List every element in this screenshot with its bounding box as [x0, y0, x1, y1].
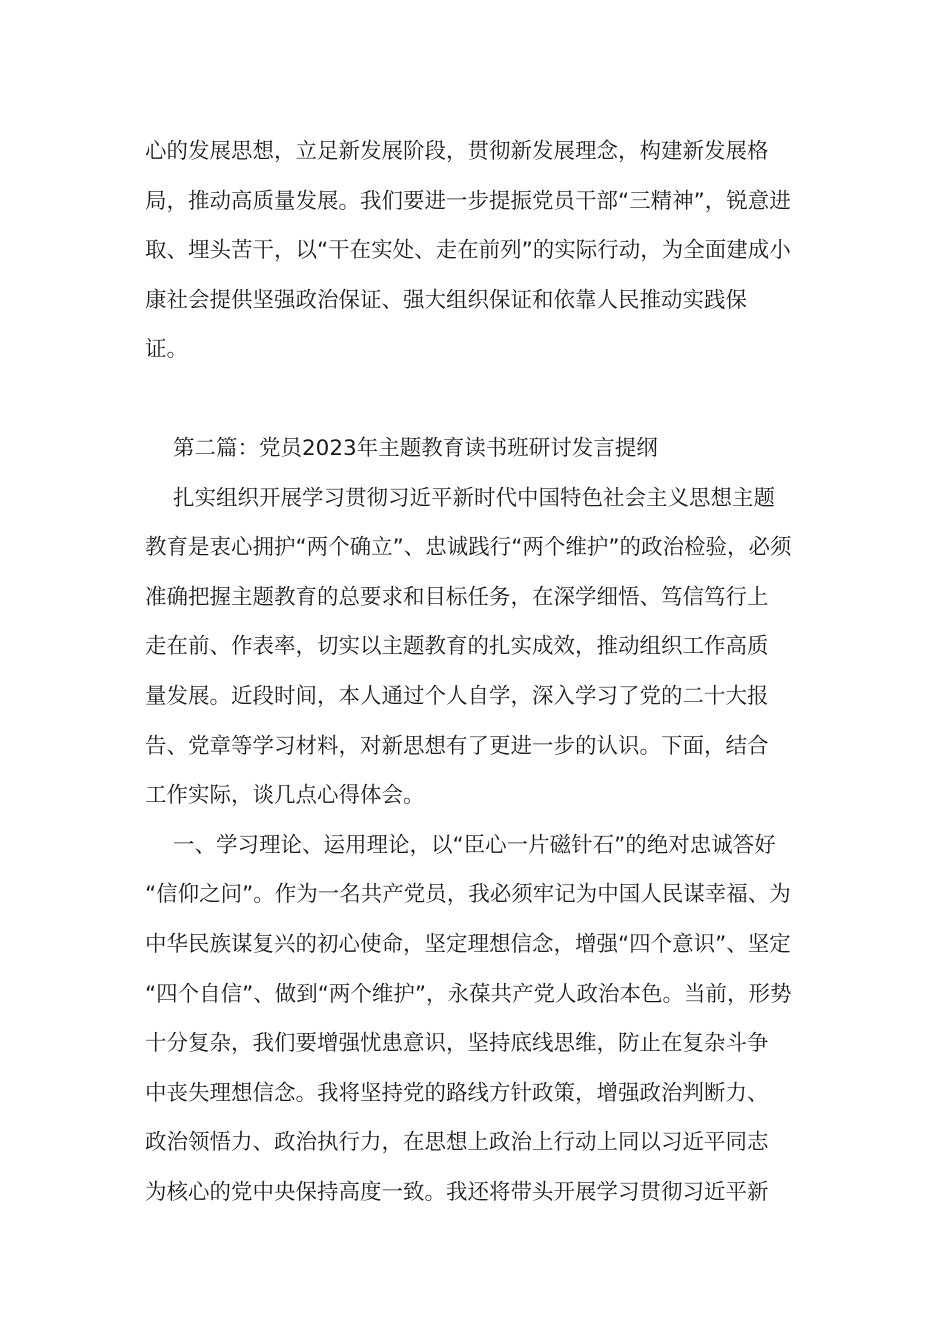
- text-line: 量发展。近段时间，本人通过个人自学，深入学习了党的二十大报: [145, 683, 769, 709]
- text-line: 准确把握主题教育的总要求和目标任务，在深学细悟、笃信笃行上: [145, 584, 769, 610]
- continued-paragraph: [145, 127, 810, 375]
- text-line: 取、埋头苦干，以“干在实处、走在前列”的实际行动，为全面建成小: [145, 238, 791, 264]
- second-article: [145, 424, 810, 1218]
- text-line: 证。: [145, 337, 189, 363]
- text-line: 康社会提供坚强政治保证、强大组织保证和依靠人民推动实践保: [145, 287, 748, 313]
- text-line: 中华民族谋复兴的初心使命，坚定理想信念，增强“四个意识”、坚定: [145, 931, 791, 957]
- text-line: 十分复杂，我们要增强忧患意识，坚持底线思维，防止在复杂斗争: [145, 1031, 769, 1057]
- text-line: 教育是衷心拥护“两个确立”、忠诚践行“两个维护”的政治检验，必须: [145, 535, 792, 561]
- text-line: “信仰之问”。作为一名共产党员，我必须牢记为中国人民谋幸福、为: [145, 882, 791, 908]
- text-line: 扎实组织开展学习贯彻习近平新时代中国特色社会主义思想主题: [173, 485, 776, 511]
- text-line: “四个自信”、做到“两个维护”，永葆共产党人政治本色。当前，形势: [145, 981, 792, 1007]
- text-line: 告、党章等学习材料，对新思想有了更进一步的认识。下面，结合: [145, 733, 769, 759]
- text-line: 一、学习理论、运用理论，以“臣心一片磁针石”的绝对忠诚答好: [173, 832, 776, 858]
- text-line: 政治领悟力、政治执行力，在思想上政治上行动上同以习近平同志: [145, 1130, 769, 1156]
- section-title: 第二篇：党员2023年主题教育读书班研讨发言提纲: [173, 436, 658, 461]
- text-line: 为核心的党中央保持高度一致。我还将带头开展学习贯彻习近平新: [145, 1179, 769, 1205]
- text-line: 局，推动高质量发展。我们要进一步提振党员干部“三精神”，锐意进: [145, 188, 791, 214]
- text-line: 走在前、作表率，切实以主题教育的扎实成效，推动组织工作高质: [145, 634, 769, 660]
- text-line: 中丧失理想信念。我将坚持党的路线方针政策，增强政治判断力、: [145, 1080, 769, 1106]
- text-line: 工作实际，谈几点心得体会。: [145, 783, 425, 809]
- text-line: 心的发展思想，立足新发展阶段，贯彻新发展理念，构建新发展格: [145, 139, 769, 164]
